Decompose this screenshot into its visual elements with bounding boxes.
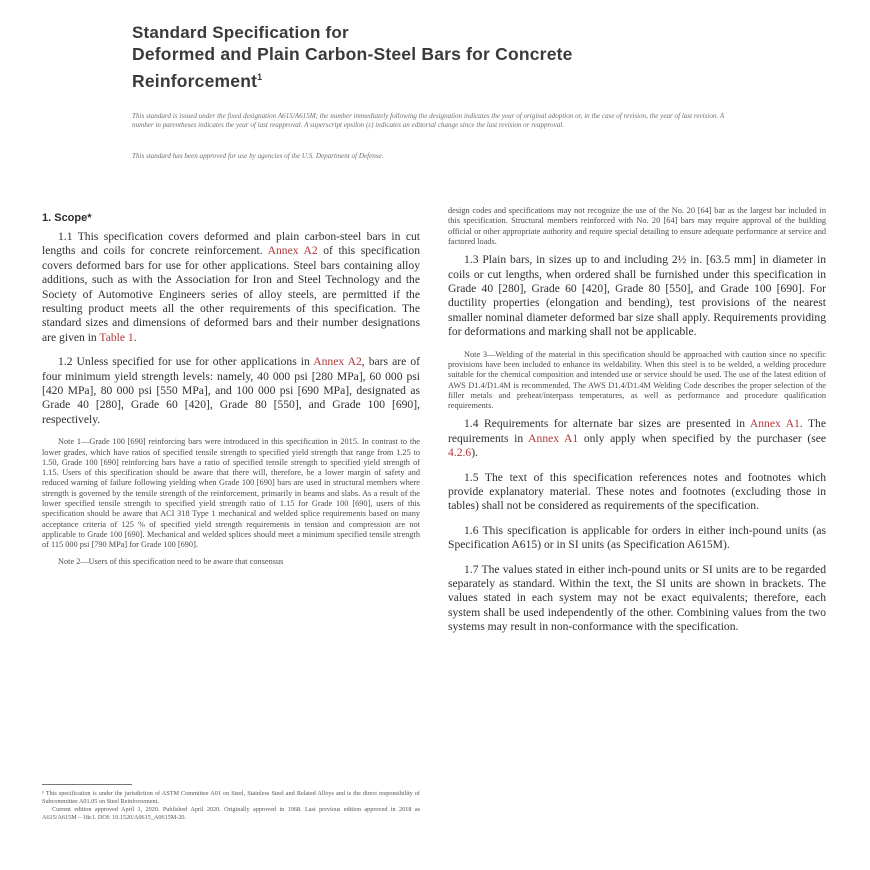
paragraph-1-5: 1.5 The text of this specification references notes and footnotes which provide explanatory material. These notes and footnotes (excluding those in tables) shall not be considered as requirements of the specification.	[448, 470, 826, 513]
left-column	[42, 206, 420, 573]
title-footnote-mark: 1	[257, 72, 263, 82]
right-column	[448, 206, 826, 645]
dod-approval-note: This standard has been approved for use by agencies of the U.S. Department of Defense.	[132, 152, 384, 160]
title-line-1: Standard Specification for	[132, 23, 349, 42]
paragraph-1-7: 1.7 The values stated in either inch-pound units or SI units are to be regarded separately as standard. Within the text, the SI units are shown in brackets. The values stated in each system may not be exact equivalents; therefore, each system shall be used independently of the other. Combining values from the two systems may result in non-conformance with the specification.	[448, 562, 826, 634]
paragraph-1-3: 1.3 Plain bars, in sizes up to and including 2½ in. [63.5 mm] in diameter in coils or cut lengths, when ordered shall be furnished under this specification in Grade 40 [280], Grade 60 [420], Grade 80 [550], and Grade 100 [690]. For ductility properties (elongation and bending), test provisions of the nearest smaller nominal diameter deformed bar size shall apply. Requirements providing for deformations and marking shall not be applicable.	[448, 253, 826, 339]
section-heading-scope: 1. Scope*	[42, 212, 92, 224]
title-line-2: Deformed and Plain Carbon-Steel Bars for Concrete	[132, 44, 573, 64]
document-title	[132, 22, 772, 93]
title-line-3: Reinforcement$^1$	[132, 70, 263, 91]
note-2-continued: design codes and specifications may not recognize the use of the No. 20 [64] bar as the largest bar included in this specification. Structural members reinforced with No. 20 [64] bars may require approval of the building official or other appropriate authority and require special detailing to ensure adequate performance at service and factored loads.	[448, 206, 826, 246]
annex-a2-link[interactable]: Annex A2	[267, 244, 318, 258]
section-4-2-6-link[interactable]: 4.2.6	[448, 446, 472, 460]
paragraph-1-1: 1.1 This specification covers deformed and plain carbon-steel bars in cut lengths and coils for concrete reinforcement. Annex A2 of this specification covers deformed bars for use for other applications. Steel bars containing alloy additions, such as with the Association for Iron and Steel Technology and the Society of Automotive Engineers series of alloy steels, are permitted if the resulting product meets all the other requirements of this specification. The standard sizes and dimensions of deformed bars and their number designations are given in Table 1.	[42, 230, 420, 344]
footnote-block	[42, 790, 420, 822]
designation-note: This standard is issued under the fixed designation A615/A615M; the number immediately following the designation indicates the year of original adoption or, in the case of revision, the year of last revision. A number in parentheses indicates the year of last reapproval. A superscript epsilon (ε) indicates an editorial change since the last revision or reapproval.	[132, 112, 725, 129]
annex-a2-link[interactable]: Annex A2	[313, 355, 362, 369]
annex-a1-link[interactable]: Annex A1	[528, 431, 579, 445]
paragraph-1-6: 1.6 This specification is applicable for orders in either inch-pound units (as Specification A615) or in SI units (as Specification A615M).	[448, 523, 826, 552]
annex-a1-link[interactable]: Annex A1	[749, 417, 800, 431]
table-1-link[interactable]: Table 1	[99, 330, 134, 344]
paragraph-1-4: 1.4 Requirements for alternate bar sizes are presented in Annex A1. The requirements in Annex A1 only apply when specified by the purchaser (see 4.2.6).	[448, 417, 827, 460]
note-3: Note 3—Welding of the material in this specification should be approached with caution since no specific provisions have been included to enhance its weldability. When this steel is to be welded, a welding procedure suitable for the chemical composition and intended use or service should be used. The use of the latest edition of AWS D1.4/D1.4M is recommended. The AWS D1.4/D1.4M Welding Code describes the proper selection of the filler metals and preheat/interpass temperatures, as well as performance and procedure qualification requirements.	[448, 349, 826, 411]
note-1: Note 1—Grade 100 [690] reinforcing bars were introduced in this specification in 2015. In contrast to the lower grades, which have ratios of specified tensile strength to specified yield strength that range from 1.25 to 1.50, Grade 100 [690] reinforcing bars have a ratio of specified tensile strength to specified yield strength of 1.15. Users of this specification should be aware that there will, therefore, be a lower margin of safety and reduced warning of failure following yielding when Grade 100 [690] bars are used in structural members where strength is governed by the tensile strength of the reinforcement, primarily in beams and slabs. As a result of the lower specified tensile strength to specified yield strength ratio of 1.15 for Grade 100 [690], users of this specification should be aware that ACI 318 Type 1 mechanical and welded splice requirements based on many acceptance criteria of 125 % of specified yield strength requirements in tension and compression are not applicable to Grade 100 [690]. Mechanical and welded splices should meet a minimum specified tensile strength of 115 000 psi [790 MPa] for Grade 100 [690].	[42, 437, 420, 550]
footnote-edition: Current edition approved April 1, 2020. Published April 2020. Originally approved in 1968. Last previous edition approved in 2018 as A615/A615M – 18ε1. DOI: 10.1520/A0615_A0615M-20.	[42, 806, 420, 821]
footnote-1: ¹ This specification is under the jurisdiction of ASTM Committee A01 on Steel, Stainless Steel and Related Alloys and is the direct responsibility of Subcommittee A01.05 on Steel Reinforcement.	[42, 790, 420, 805]
paragraph-1-2: 1.2 Unless specified for use for other applications in Annex A2, bars are of four minimum yield strength levels: namely, 40 000 psi [280 MPa], 60 000 psi [420 MPa], 80 000 psi [550 MPa], and 100 000 psi [690 MPa], designated as Grade 40 [280], Grade 60 [420], Grade 80 [550], and Grade 100 [690], respectively.	[42, 355, 420, 426]
note-2: Note 2—Users of this specification need to be aware that consensus	[58, 556, 284, 566]
footnote-divider	[42, 784, 132, 785]
